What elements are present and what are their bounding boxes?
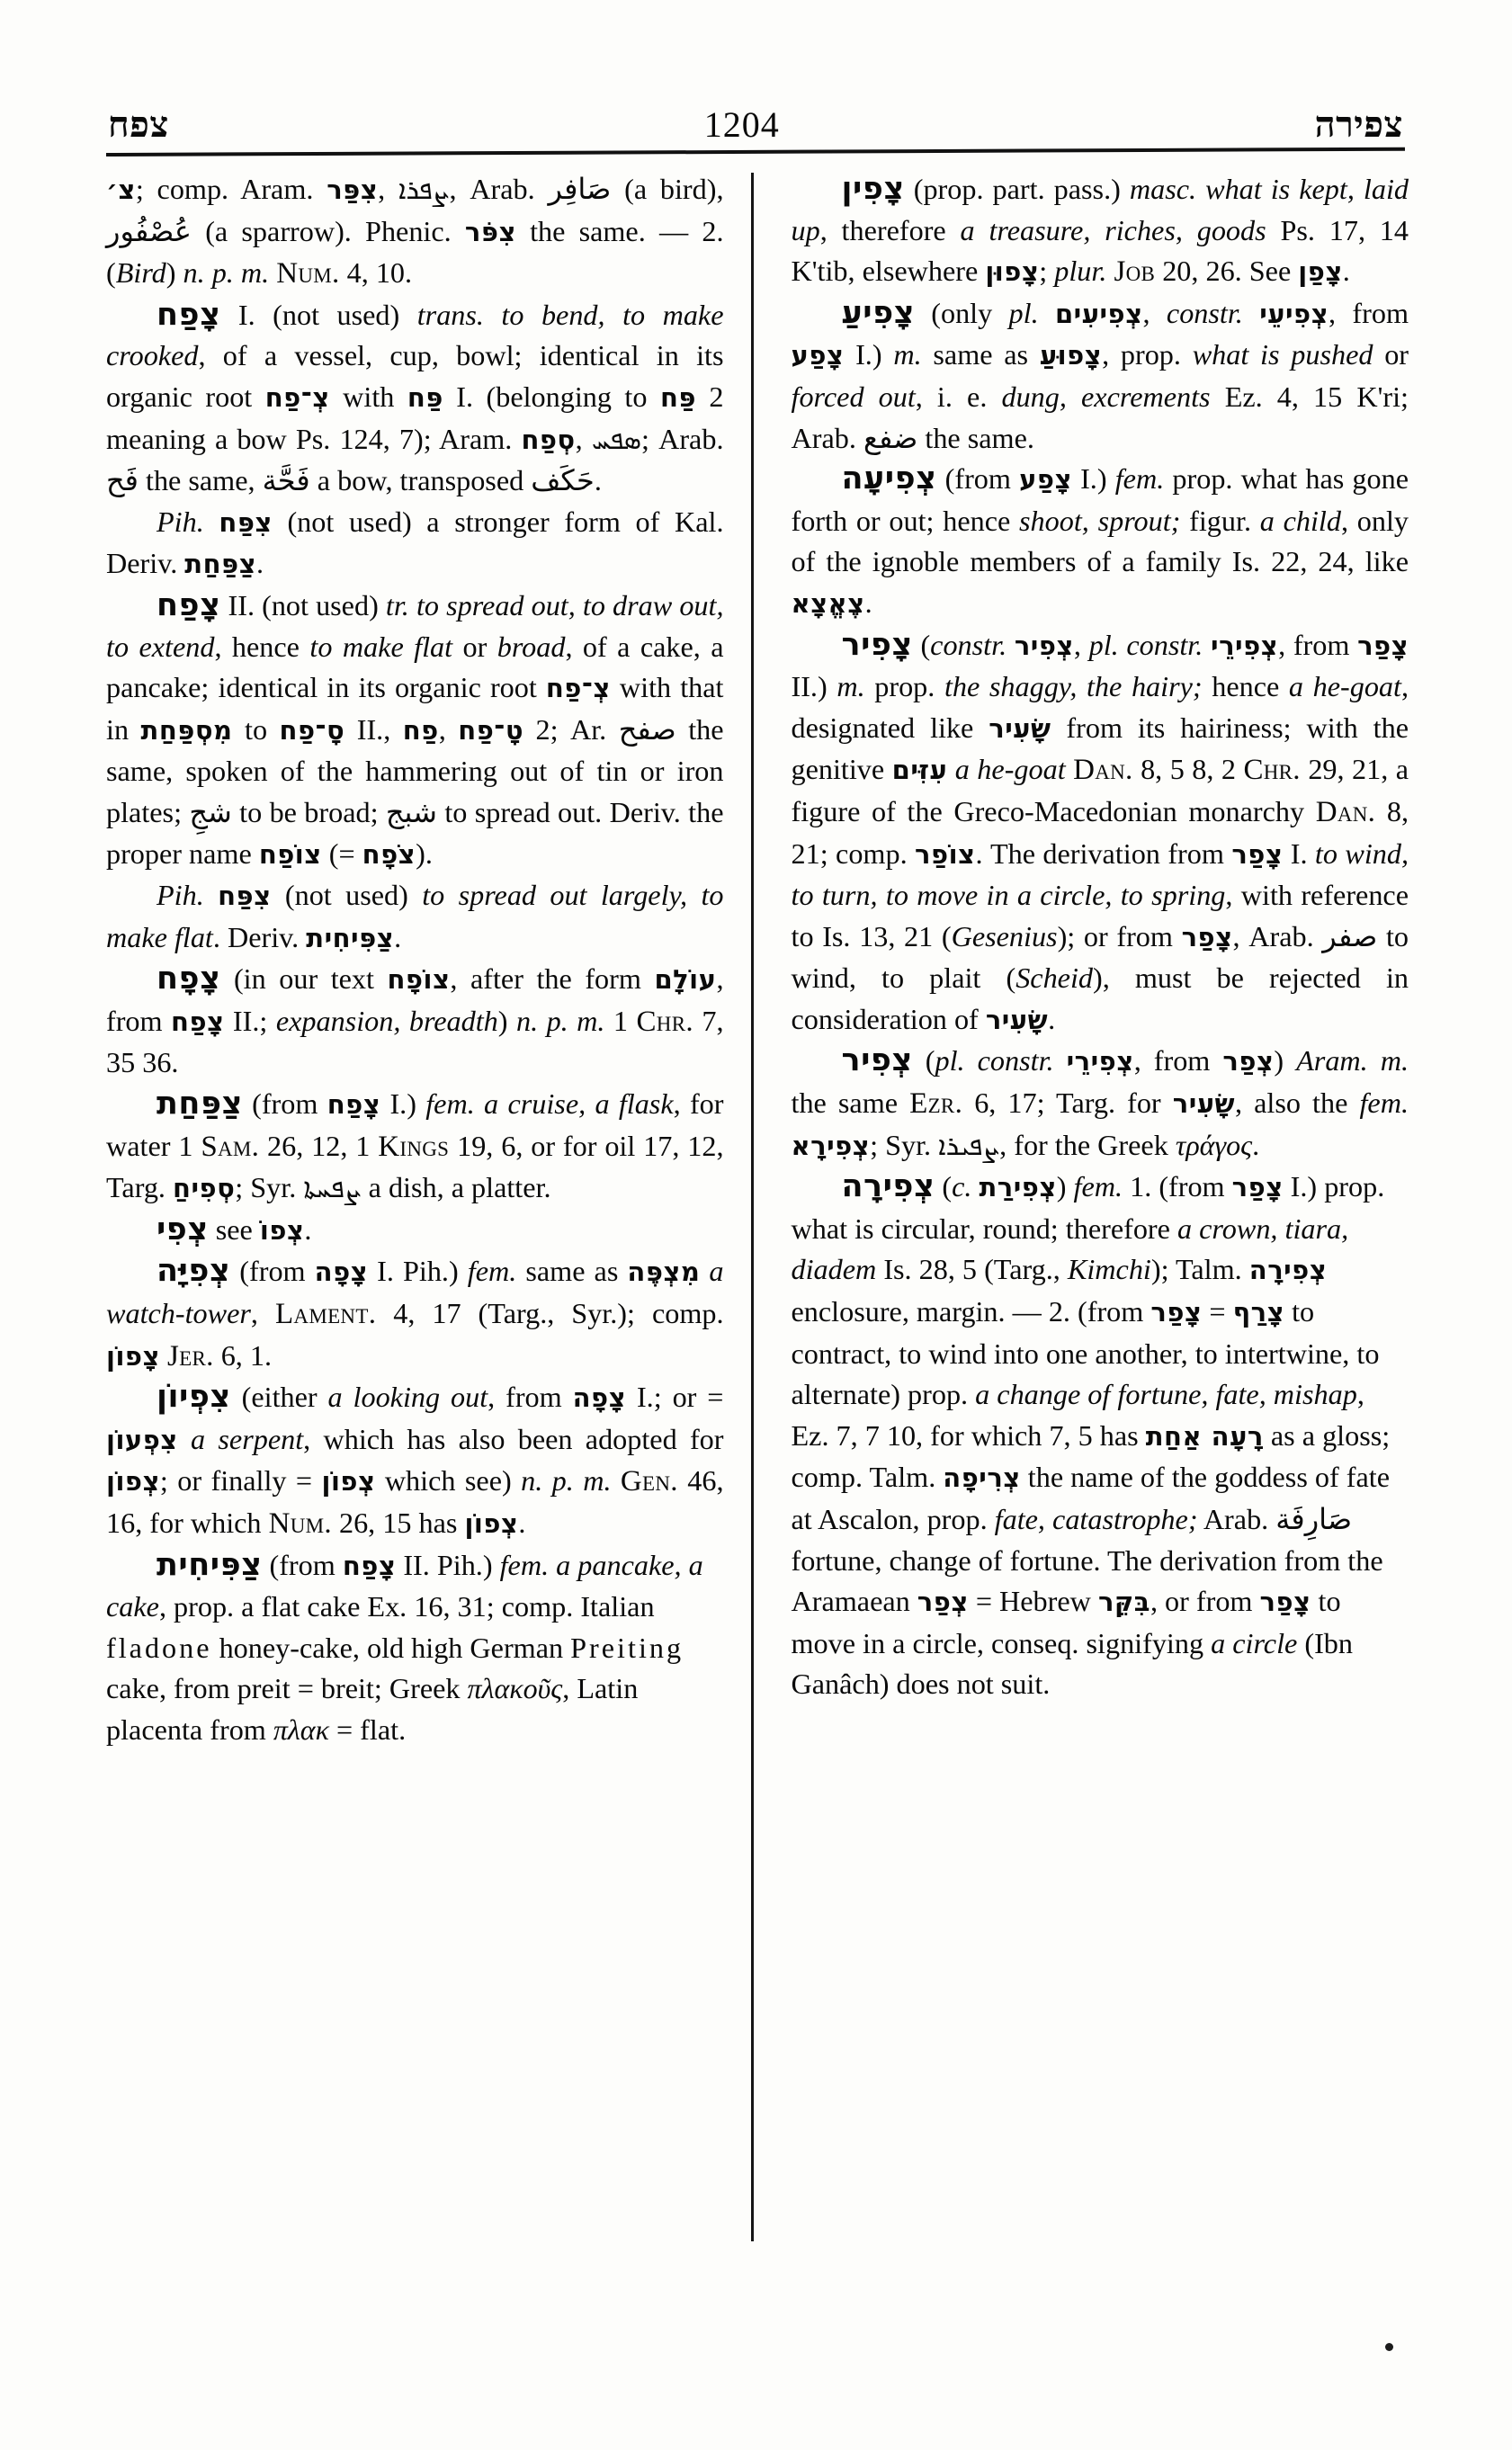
arabic-text: صَارِفَة xyxy=(1275,1502,1353,1536)
dictionary-entry: צְפִיָּה (from צָפָה I. Pih.) fem. same as מִצְפֶּה a watch-tower, Lament. 4, 17 (Targ., Syr.); comp. צָפוֹן Jer. 6, 1. xyxy=(106,1253,724,1373)
italic-gloss: Kimchi xyxy=(1067,1253,1151,1286)
syriac-text: ܨܦܝܪܐ xyxy=(938,1130,1000,1162)
hebrew-text: צְפִירָה xyxy=(1248,1255,1328,1286)
hebrew-text: צְפוֹן xyxy=(106,1466,160,1498)
syriac-text: ܨܦܪܐ xyxy=(398,174,450,206)
hebrew-text: סְפִיחַ xyxy=(173,1173,236,1204)
right-column xyxy=(768,169,1409,2292)
entry-lemma: צָפָח xyxy=(157,961,221,997)
entry-lemma: צַפִּיחִית xyxy=(157,1546,263,1583)
hebrew-text: צְפִיר xyxy=(1014,630,1074,661)
dictionary-entry: צ׳; comp. Aram. צִפַּר, ܨܦܪܐ, Arab. صَافِر (a bird), عُصْفُور (a sparrow). Phenic. צִפֹּר the same. — 2. (Bird) n. p. m. Num. 4, 10. xyxy=(106,172,724,291)
entry-lemma: צָפִיר xyxy=(841,626,913,663)
hebrew-text: צָפָה xyxy=(572,1382,627,1414)
entry-lemma: צְפִי xyxy=(157,1211,209,1247)
italic-gloss: pl. xyxy=(1008,296,1039,329)
hebrew-text: צָפַר xyxy=(1181,921,1233,952)
hebrew-text: צ׳ xyxy=(106,174,136,205)
hebrew-text: צָפַע xyxy=(1019,464,1072,496)
italic-gloss: Pih. xyxy=(157,879,204,912)
italic-gloss: fem. xyxy=(1114,462,1165,496)
italic-gloss: constr. xyxy=(930,628,1007,661)
italic-gloss: m. xyxy=(837,670,865,703)
italic-gloss: m. xyxy=(893,338,922,371)
italic-gloss: trans. to bend, to make crooked xyxy=(106,298,724,372)
italic-gloss: fem. a pancake, a cake xyxy=(106,1548,703,1623)
hebrew-text: סָ־פַח xyxy=(279,714,345,746)
dictionary-entry: צָפַח II. (not used) tr. to spread out, to draw out, to extend, hence to make flat or broad, of a cake, a pancake; identical in its organic root צְ־פַח with that in מִסְפַּחַת to סָ־פַח II., פַח, טָ־פַח 2; Ar. صفح the same, spoken of the hammering out of tin or iron plates; شجِ to be broad; شبج to spread out. Deriv. the proper name צוֹפַח (= צֹפָח). xyxy=(106,586,724,870)
scripture-abbreviation: Num. xyxy=(268,1507,332,1540)
hebrew-text: צְפוֹן xyxy=(464,1508,519,1539)
italic-gloss: dung, excrements xyxy=(1001,380,1211,413)
hebrew-text: צָפַע xyxy=(791,340,845,371)
dictionary-entry: צַפַּחַת (from צָפַח I.) fem. a cruise, a flask, for water 1 Sam. 26, 12, 1 Kings 19, 6, or for oil 17, 12, Targ. סְפִיחַ; Syr. ܨܦܚܬܐ a dish, a platter. xyxy=(106,1086,724,1205)
dictionary-entry: צָפַח I. (not used) trans. to bend, to make crooked, of a vessel, cup, bowl; identical in its organic root צְ־פַח with פַּח I. (belonging to פַּח 2 meaning a bow Ps. 124, 7); Aram. סְפַח, ܣܦܚ; Arab. فَح the same, فَحَّة a bow, transposed حَكَف. xyxy=(106,296,724,498)
dictionary-entry: Pih. צִפַּח (not used) to spread out largely, to make flat. Deriv. צַפִּיחִית. xyxy=(106,879,724,953)
italic-gloss: fem. a cruise, a flask xyxy=(425,1087,674,1121)
italic-gloss: n. p. m. xyxy=(515,1004,605,1037)
dictionary-entry: צָפִיר (constr. צְפִיר, pl. constr. צְפִירֵי, from צָפַר II.) m. prop. the shaggy, the hairy; hence a he-goat, designated like שָׂעִיר from its hairiness; with the genitive עִזִּים a he-goat Dan. 8, 5 8, 2 Chr. 29, 21, a figure of the Greco-Macedonian monarchy Dan. 8, 21; comp. צוֹפַר. The derivation from צָפַר I. to wind, to turn, to move in a circle, to spring, with reference to Is. 13, 21 (Gesenius); or from צָפַר, Arab. صفر to wind, to plait (Scheid), must be rejected in consideration of שָׂעִיר. xyxy=(791,626,1409,1035)
hebrew-text: צָפַר xyxy=(1231,1172,1284,1203)
italic-gloss: to wind, to turn, to move in a circle, to spring xyxy=(791,836,1409,912)
dictionary-entry: צְפִיעָה (from צָפַע I.) fem. prop. what has gone forth or out; hence shoot, sprout; figur. a child, only of the ignoble members of a family Is. 22, 24, like צֶאֱצָא. xyxy=(791,460,1409,619)
entry-lemma: צַפַּחַת xyxy=(157,1086,243,1122)
italic-gloss: fate, catastrophe; xyxy=(994,1503,1198,1535)
arabic-text: حَكَف xyxy=(531,463,595,498)
hebrew-text: צוֹפַח xyxy=(258,838,322,870)
hebrew-text: רָעָה אַחַת xyxy=(1145,1420,1264,1452)
entry-lemma: צָפַח xyxy=(157,586,221,623)
entry-lemma: צָפִיעַ xyxy=(841,294,915,331)
arabic-text: عُصْفُور xyxy=(106,213,192,248)
hebrew-text: צְפוֹן xyxy=(321,1466,376,1498)
scripture-abbreviation: Dan. xyxy=(1073,754,1133,787)
hebrew-text: צִפַּח xyxy=(219,506,273,538)
scripture-abbreviation: Jer. xyxy=(166,1339,214,1373)
italic-gloss: a looking out xyxy=(327,1381,488,1414)
italic-gloss: constr. xyxy=(1166,296,1243,329)
dictionary-entry: צְפִי see צְפוֹ. xyxy=(157,1211,312,1247)
hebrew-text: צָפַר xyxy=(1150,1297,1203,1328)
hebrew-text: צְפִיעִים xyxy=(1054,298,1143,329)
running-head xyxy=(108,86,1403,146)
italic-gloss: what is pushed xyxy=(1192,338,1373,371)
italic-gloss: a circle xyxy=(1211,1626,1298,1659)
italic-gloss: a he-goat xyxy=(1288,670,1401,703)
italic-gloss: fem. xyxy=(1073,1170,1123,1203)
hebrew-text: צְפִירֵי xyxy=(1066,1046,1134,1077)
hebrew-text: צָפוֹן xyxy=(106,1340,160,1372)
italic-gloss: pl. constr. xyxy=(1088,628,1203,661)
arabic-text: ضفع xyxy=(863,420,918,455)
left-column xyxy=(106,169,737,2292)
hebrew-text: צְפִירָא xyxy=(791,1130,871,1161)
hebrew-text: צָפַח xyxy=(171,1006,225,1037)
header-rule xyxy=(106,148,1405,156)
hebrew-text: שָׂעִיר xyxy=(989,712,1051,744)
italic-gloss: fem. xyxy=(1359,1086,1409,1120)
syriac-text: ܨܦܚܬܐ xyxy=(303,1173,362,1205)
hebrew-text: צְפִירֵי xyxy=(1211,630,1279,661)
italic-gloss: Pih. xyxy=(157,505,204,538)
hebrew-text: בִּקֵּר xyxy=(1097,1587,1150,1618)
entry-lemma: צִפְיוֹן xyxy=(157,1379,231,1416)
entry-lemma: צְפִיָּה xyxy=(157,1253,231,1290)
hebrew-text: צָפוּן xyxy=(985,256,1040,288)
italic-gloss: a change of fortune, fate, mishap xyxy=(975,1378,1357,1411)
hebrew-text: צָפַן xyxy=(1298,256,1343,288)
italic-gloss: a watch-tower xyxy=(106,1255,724,1330)
running-head-left-catchword: צפח xyxy=(108,104,169,145)
hebrew-text: צִפַּח xyxy=(218,881,272,912)
entry-lemma: צְפִירָה xyxy=(841,1168,935,1205)
greek-text: πλακ xyxy=(273,1712,329,1746)
entry-lemma: צְפִיעָה xyxy=(841,460,937,497)
hebrew-text: צָפַח xyxy=(327,1089,381,1121)
hebrew-text: צָפַר xyxy=(1259,1587,1311,1618)
italic-gloss: a treasure, riches, goods xyxy=(960,213,1266,246)
hebrew-text: טָ־פַח xyxy=(458,714,524,746)
italic-gloss: Scheid xyxy=(1015,961,1093,995)
italic-gloss: broad xyxy=(497,630,566,663)
hebrew-text: צִפֹּר xyxy=(464,216,516,247)
syriac-text: ܣܦܚ xyxy=(591,424,642,456)
greek-text: τράγος xyxy=(1175,1128,1253,1161)
hebrew-text: צָפוּעַ xyxy=(1039,340,1103,371)
hebrew-text: עוֹלָם xyxy=(654,964,717,996)
hebrew-text: מִצְפֶּה xyxy=(627,1256,701,1288)
italic-gloss: c. xyxy=(952,1170,972,1203)
hebrew-text: צְרִיפָה xyxy=(943,1462,1021,1494)
italic-gloss: a child xyxy=(1259,504,1341,537)
scripture-abbreviation: Sam. xyxy=(201,1130,260,1163)
scripture-abbreviation: Lament. xyxy=(274,1298,377,1331)
hebrew-text: פַח xyxy=(402,714,439,746)
entry-lemma: צְפִיר xyxy=(841,1042,913,1079)
scripture-abbreviation: Chr. xyxy=(1243,754,1301,787)
arabic-text: صفح xyxy=(618,711,676,747)
spaced-word: fladone xyxy=(106,1631,212,1664)
dictionary-entry: צְפִירָה (c. צְפִירַת) fem. 1. (from צָפַר I.) prop. what is circular, round; therefore a crown, tiara, diadem Is. 28, 5 (Targ., Kimchi); Talm. צְפִירָה enclosure, margin. — 2. (from צָפַר = צָרַף to contract, to wind into one another, to intertwine, to alternate) prop. a change of fortune, fate, mishap, Ez. 7, 7 10, for which 7, 5 has רָעָה אַחַת as a gloss; comp. Talm. צְרִיפָה the name of the goddess of fate at Ascalon, prop. fate, catastrophe; Arab. صَارِفَة fortune, change of fortune. The derivation from the Aramaean צְפַר = Hebrew בִּקֵּר, or from צָפַר to move in a circle, conseq. signifying a circle (Ibn Ganâch) does not suit. xyxy=(791,1168,1391,1701)
hebrew-text: צָפַח xyxy=(342,1550,397,1581)
dictionary-entry: צִפְיוֹן (either a looking out, from צָפָה I.; or = צִפְעוֹן a serpent, which has also been adopted for צְפוֹן; or finally = צְפוֹן which see) n. p. m. Gen. 46, 16, for which Num. 26, 15 has צְפוֹן. xyxy=(106,1379,724,1540)
arabic-text: فَح xyxy=(106,463,139,498)
hebrew-text: צְפוֹ xyxy=(259,1214,305,1246)
hebrew-text: שָׂעִיר xyxy=(985,1004,1049,1035)
italic-gloss: Gesenius xyxy=(951,919,1058,952)
hebrew-text: פַּח xyxy=(659,381,696,413)
hebrew-text: צְפִיעֵי xyxy=(1259,298,1329,329)
entry-lemma: צָפִין xyxy=(841,171,905,207)
hebrew-text: פַּח xyxy=(407,381,443,413)
scripture-abbreviation: Kings xyxy=(378,1130,450,1163)
italic-gloss: shoot, sprout; xyxy=(1019,504,1181,537)
italic-gloss: to spread out largely, to make flat xyxy=(106,879,724,953)
hebrew-text: צִפַּר xyxy=(327,174,379,205)
column-divider xyxy=(751,173,754,2241)
hebrew-text: צָפָה xyxy=(314,1256,369,1288)
spaced-word: Preiting xyxy=(570,1631,684,1664)
italic-gloss: pl. constr. xyxy=(935,1044,1054,1077)
italic-gloss: fem. xyxy=(467,1255,517,1288)
italic-gloss: masc. what is kept, laid up xyxy=(791,173,1409,246)
hebrew-text: עִזִּים xyxy=(891,755,948,786)
italic-gloss: n. p. m. xyxy=(183,256,270,290)
italic-gloss: a he-goat xyxy=(954,753,1066,786)
hebrew-text: צוֹפָח xyxy=(387,964,451,996)
scripture-abbreviation: Num. xyxy=(276,257,340,291)
italic-gloss: n. p. m. xyxy=(521,1464,612,1498)
hebrew-text: צוֹפַר xyxy=(915,838,976,870)
italic-gloss: expansion, breadth xyxy=(275,1004,498,1037)
hebrew-text: שָׂעִיר xyxy=(1172,1088,1235,1120)
hebrew-text: צֹפָח xyxy=(362,838,416,870)
hebrew-text: צְפַר xyxy=(917,1587,969,1618)
arabic-text: صَافِر xyxy=(548,172,612,206)
dictionary-entry: Pih. צִפַּח (not used) a stronger form of Kal. Deriv. צַפַּחַת. xyxy=(106,505,724,580)
running-head-right-catchword: צפירה xyxy=(1314,104,1403,145)
hebrew-text: צְפִירַת xyxy=(979,1172,1057,1203)
italic-gloss: forced out xyxy=(791,380,916,413)
dictionary-entry: צָפִיעַ (only pl. צְפִיעִים, constr. צְפִיעֵי, from צָפַע I.) m. same as צָפוּעַ, prop. what is pushed or forced out, i. e. dung, excrements Ez. 4, 15 K'ri; Arab. ضفع the same. xyxy=(791,294,1409,455)
dictionary-entry: צָפִין (prop. part. pass.) masc. what is kept, laid up, therefore a treasure, riches, goods Ps. 17, 14 K'tib, elsewhere צָפוּן; plur. Job 20, 26. See צָפַן. xyxy=(791,171,1409,289)
hebrew-text: צָרַף xyxy=(1232,1297,1285,1328)
italic-gloss: plur. xyxy=(1054,255,1107,288)
italic-gloss: tr. to spread out, to draw out, to extend xyxy=(106,588,724,663)
hebrew-text: צָפַר xyxy=(1357,630,1409,661)
two-column-body xyxy=(106,169,1409,2292)
hebrew-text: צְפַר xyxy=(1222,1046,1275,1077)
arabic-text: فَحَّة xyxy=(262,463,310,498)
page-number: 1204 xyxy=(703,104,780,145)
hebrew-text: צְ־פַח xyxy=(545,673,611,704)
italic-gloss: the shaggy, the hairy; xyxy=(944,670,1203,703)
scripture-abbreviation: Gen. xyxy=(620,1465,678,1498)
dictionary-entry: צָפָח (in our text צוֹפָח, after the form עוֹלָם, from צָפַח II.; expansion, breadth) n. p. m. 1 Chr. 7, 35 36. xyxy=(106,961,724,1079)
hebrew-text: מִסְפַּחַת xyxy=(140,714,233,746)
scan-speck xyxy=(1385,2343,1393,2351)
scripture-abbreviation: Job xyxy=(1114,255,1156,289)
entry-lemma: צָפַח xyxy=(157,296,221,333)
hebrew-text: סְפַח xyxy=(521,424,576,455)
greek-text: πλακοῦς xyxy=(467,1672,563,1705)
hebrew-text: צָפַר xyxy=(1231,838,1284,870)
arabic-text: شجِ xyxy=(189,794,232,829)
arabic-text: شبج xyxy=(385,794,437,829)
arabic-text: صفر xyxy=(1322,918,1378,953)
italic-gloss: a crown, tiara, diadem xyxy=(791,1212,1349,1286)
hebrew-text: צִפְעוֹן xyxy=(106,1424,178,1455)
italic-gloss: Bird xyxy=(115,256,166,290)
italic-gloss: Aram. m. xyxy=(1296,1044,1409,1077)
dictionary-entry: צְפִיר (pl. constr. צְפִירֵי, from צְפַר) Aram. m. the same Ezr. 6, 17; Targ. for שָׂעִיר, also the fem. צְפִירָא; Syr. ܨܦܝܪܐ, for the Greek τράγος. xyxy=(791,1042,1409,1162)
scripture-abbreviation: Ezr. xyxy=(909,1087,963,1121)
dictionary-entry: צַפִּיחִית (from צָפַח II. Pih.) fem. a pancake, a cake, prop. a flat cake Ex. 16, 31; comp. Italian fladone honey-cake, old high German Preiting cake, from preit = breit; Greek πλακοῦς, Latin placenta from πλακ = flat. xyxy=(106,1546,703,1746)
hebrew-text: צֶאֱצָא xyxy=(791,587,865,619)
hebrew-text: צַפַּחַת xyxy=(184,549,257,580)
italic-gloss: to make flat xyxy=(309,630,453,663)
italic-gloss: a serpent xyxy=(191,1422,304,1455)
hebrew-text: צַפִּיחִית xyxy=(306,922,395,953)
hebrew-text: צְ־פַח xyxy=(264,381,330,413)
scripture-abbreviation: Dan. xyxy=(1315,795,1376,828)
scripture-abbreviation: Chr. xyxy=(636,1005,693,1038)
